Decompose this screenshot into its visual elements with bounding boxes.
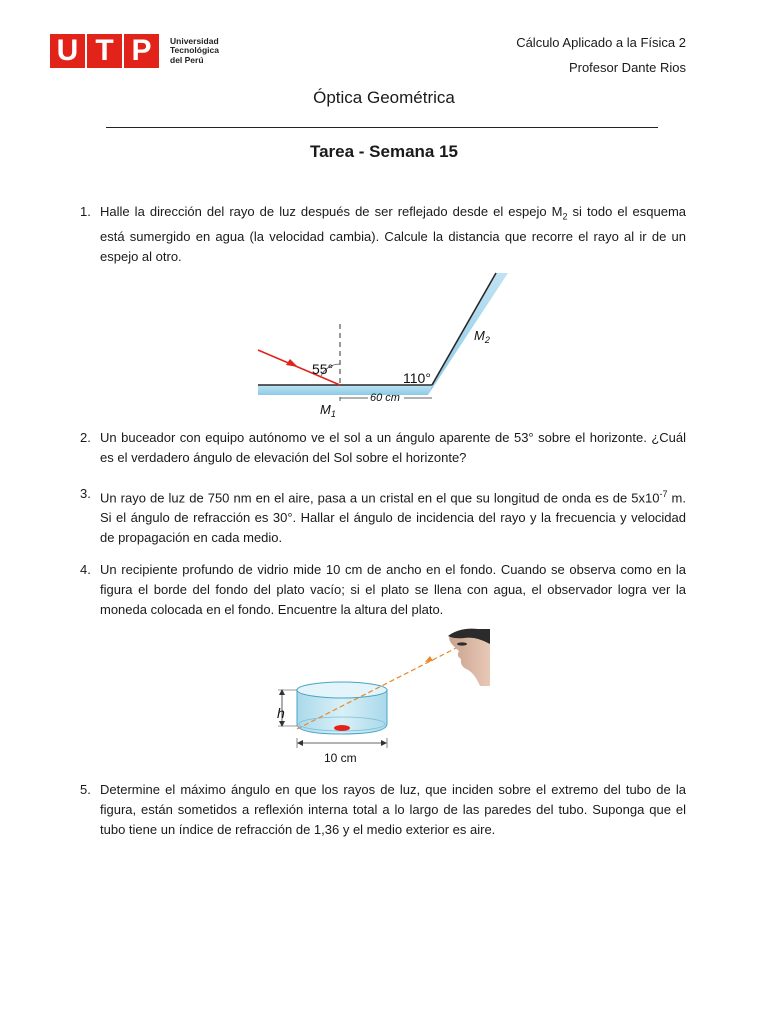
problem-number: 4. xyxy=(80,562,91,577)
problem-text-part: si todo el esquema está sumergido en agua (la velocidad cambia). Calcule la distancia que recorre el rayo al ir de un espejo al otro. xyxy=(100,204,687,264)
problem-number: 1. xyxy=(80,204,91,219)
problem-text-part: Un rayo de luz de 750 nm en el aire, pasa a un cristal en el que su longitud de onda es de 5x10 xyxy=(100,490,660,506)
problem-4 xyxy=(80,560,686,620)
problem-text xyxy=(100,484,686,548)
width-label: 10 cm xyxy=(324,751,357,765)
superscript: -7 xyxy=(659,489,668,499)
problem-3 xyxy=(80,484,686,548)
distance-label: 60 cm xyxy=(370,392,400,404)
problem-number: 5. xyxy=(80,782,91,797)
problem-text: Un recipiente profundo de vidrio mide 10 cm de ancho en el fondo. Cuando se observa como en la figura el borde del fondo del plato vacío; si el plato se llena con agua, el observador logra ver la moneda colocada en el fondo. Encuentre la altura del plato. xyxy=(100,562,686,617)
dimension-arrow xyxy=(297,740,303,746)
title-divider xyxy=(106,127,658,128)
mirror-1-label xyxy=(320,402,336,419)
ray-arrowhead xyxy=(286,359,298,367)
problem-number: 3. xyxy=(80,486,91,501)
logo-line-1: Universidad xyxy=(170,35,219,46)
angle-110-label: 110° xyxy=(403,370,431,386)
mirror-2-letter: M xyxy=(474,328,485,343)
dimension-arrow xyxy=(381,740,387,746)
logo-university-name xyxy=(170,37,219,66)
logo-letter-t: T xyxy=(87,34,122,68)
observer-eye-icon xyxy=(457,642,467,645)
problem-5 xyxy=(80,780,686,840)
ray-arrowhead xyxy=(425,656,433,662)
height-label: h xyxy=(277,705,285,721)
logo-line-2: Tecnológica xyxy=(170,45,219,56)
mirror-2-label xyxy=(474,328,490,345)
coin xyxy=(334,725,350,731)
utp-logo xyxy=(50,34,219,68)
problem-2 xyxy=(80,428,686,468)
angle-55-label: 55° xyxy=(312,361,334,377)
mirror-1-sub: 1 xyxy=(330,409,336,419)
problem-text: Determine el máximo ángulo en que los rayos de luz, que inciden sobre el extremo del tubo de la figura, están sometidos a reflexión interna total a lo largo de las paredes del tubo. Suponga que el tubo tiene un índice de refracción de 1,36 y el medio exterior es aire. xyxy=(100,782,686,837)
mirror-2-line xyxy=(432,273,496,385)
mirrors-figure xyxy=(250,268,520,420)
problem-1 xyxy=(80,202,686,267)
logo-letter-u: U xyxy=(50,34,85,68)
problem-text: Un buceador con equipo autónomo ve el sol a un ángulo aparente de 53° sobre el horizonte. ¿Cuál es el verdadero ángulo de elevación del Sol sobre el horizonte? xyxy=(100,430,686,465)
problem-number: 2. xyxy=(80,430,91,445)
problem-text-part: m. Si el ángulo de refracción es 30°. Hallar el ángulo de incidencia del rayo y la frecuencia y velocidad de propagación en cada medio. xyxy=(100,490,686,546)
page-subtitle: Tarea - Semana 15 xyxy=(309,142,459,161)
course-name: Cálculo Aplicado a la Física 2 xyxy=(516,35,686,50)
mirror-1-letter: M xyxy=(320,402,331,417)
logo-line-3: del Perú xyxy=(170,54,204,65)
subscript: 2 xyxy=(562,211,568,222)
dish-rim xyxy=(297,682,387,698)
mirror-2-surface xyxy=(428,273,508,395)
logo-letter-p: P xyxy=(124,34,159,68)
professor-name: Profesor Dante Rios xyxy=(568,60,686,75)
problem-text-part: Halle la dirección del rayo de luz después de ser reflejado desde el espejo M xyxy=(100,204,563,219)
glass-dish-figure xyxy=(268,626,494,766)
mirror-2-sub: 2 xyxy=(484,335,490,345)
problem-text xyxy=(100,202,686,267)
mirror-1-surface xyxy=(258,385,432,395)
page-title: Óptica Geométrica xyxy=(313,88,455,107)
